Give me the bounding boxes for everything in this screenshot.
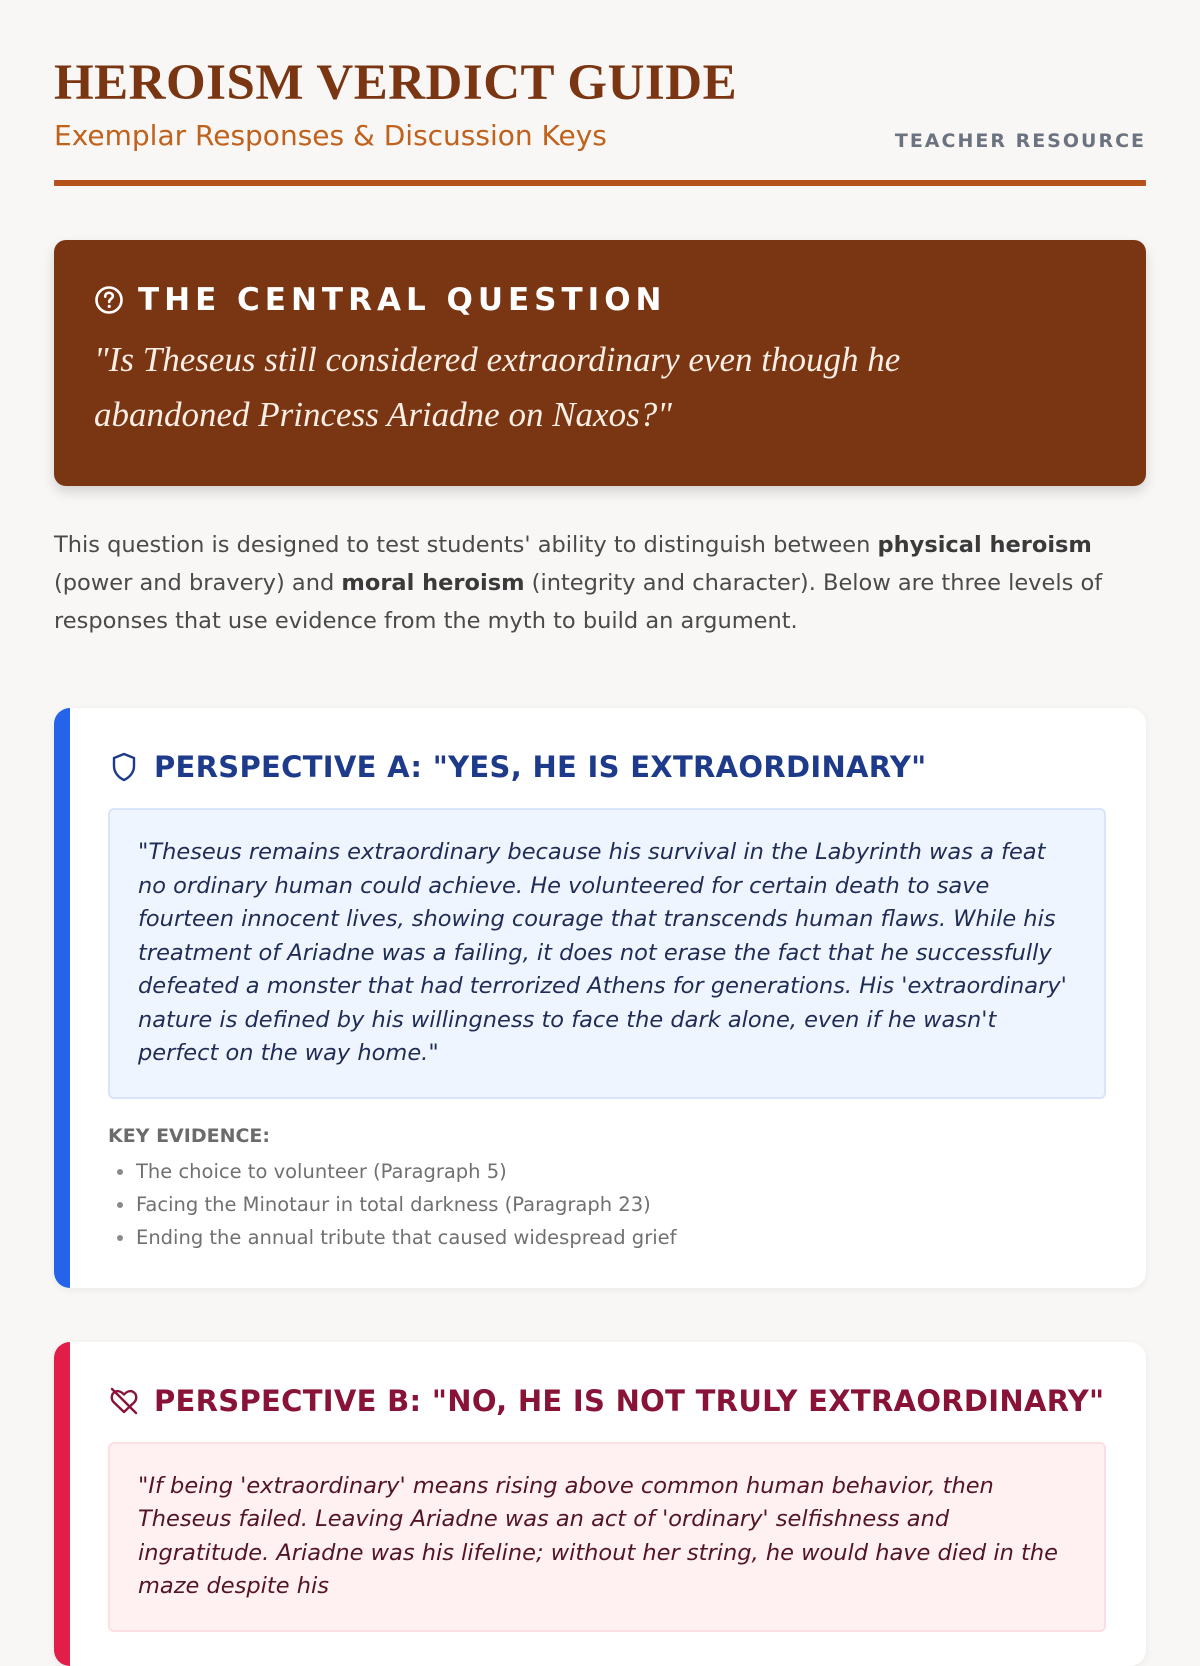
header-divider (54, 180, 1146, 186)
perspective-header (108, 1384, 1106, 1418)
perspective-a-card (54, 708, 1146, 1288)
page-header (54, 0, 1146, 186)
perspective-accent-bar (54, 708, 70, 1288)
evidence-list (108, 1155, 1106, 1254)
intro-text: This question is designed to test students' ability to distinguish between (54, 532, 878, 558)
perspective-title: PERSPECTIVE A: "YES, HE IS EXTRAORDINARY" (154, 750, 927, 784)
perspective-title: PERSPECTIVE B: "NO, HE IS NOT TRULY EXTRAORDINARY" (154, 1383, 1105, 1418)
intro-bold-physical: physical heroism (877, 532, 1092, 558)
intro-text: (power and bravery) and (54, 570, 342, 596)
central-question-text: "Is Theseus still considered extraordinary even though he abandoned Princess Ariadne on Naxos?" (94, 340, 901, 434)
intro-bold-moral: moral heroism (341, 570, 525, 596)
resource-label: TEACHER RESOURCE (894, 130, 1146, 152)
heart-off-icon (108, 1385, 140, 1417)
perspective-accent-bar (54, 1342, 70, 1666)
intro-paragraph (54, 526, 1146, 640)
evidence-item: • The choice to volunteer (Paragraph 5) (136, 1155, 1106, 1188)
central-question-card (54, 240, 1146, 486)
perspective-header (108, 750, 1106, 784)
central-question-header (94, 282, 1104, 318)
perspective-b-card (54, 1342, 1146, 1666)
shield-icon (108, 751, 140, 783)
evidence-label: KEY EVIDENCE: (108, 1124, 271, 1147)
page-subtitle: Exemplar Responses & Discussion Keys (54, 119, 607, 152)
question-circle-icon (94, 285, 124, 315)
evidence-item: • Ending the annual tribute that caused widespread grief (136, 1221, 1106, 1254)
intro-text: (integrity and character). Below are three levels of responses that use evidence from the myth to build an argument. (54, 570, 1103, 634)
central-question-label: THE CENTRAL QUESTION (138, 282, 667, 318)
evidence-item: • Facing the Minotaur in total darkness (Paragraph 23) (136, 1188, 1106, 1221)
page-title: HEROISM VERDICT GUIDE (54, 55, 738, 111)
exemplar-quote: "If being 'extraordinary' means rising above common human behavior, then Theseus failed. Leaving Ariadne was an act of 'ordinary' selfishness and ingratitude. Ariadne was his lifeline; without her string, he would have died in the maze despite his (108, 1442, 1106, 1632)
exemplar-quote: "Theseus remains extraordinary because his survival in the Labyrinth was a feat no ordinary human could achieve. He volunteered for certain death to save fourteen innocent lives, showing courage that transcends human flaws. While his treatment of Ariadne was a failing, it does not erase the fact that he successfully defeated a monster that had terrorized Athens for generations. His 'extraordinary' nature is defined by his willingness to face the dark alone, even if he wasn't perfect on the way home." (108, 808, 1106, 1099)
